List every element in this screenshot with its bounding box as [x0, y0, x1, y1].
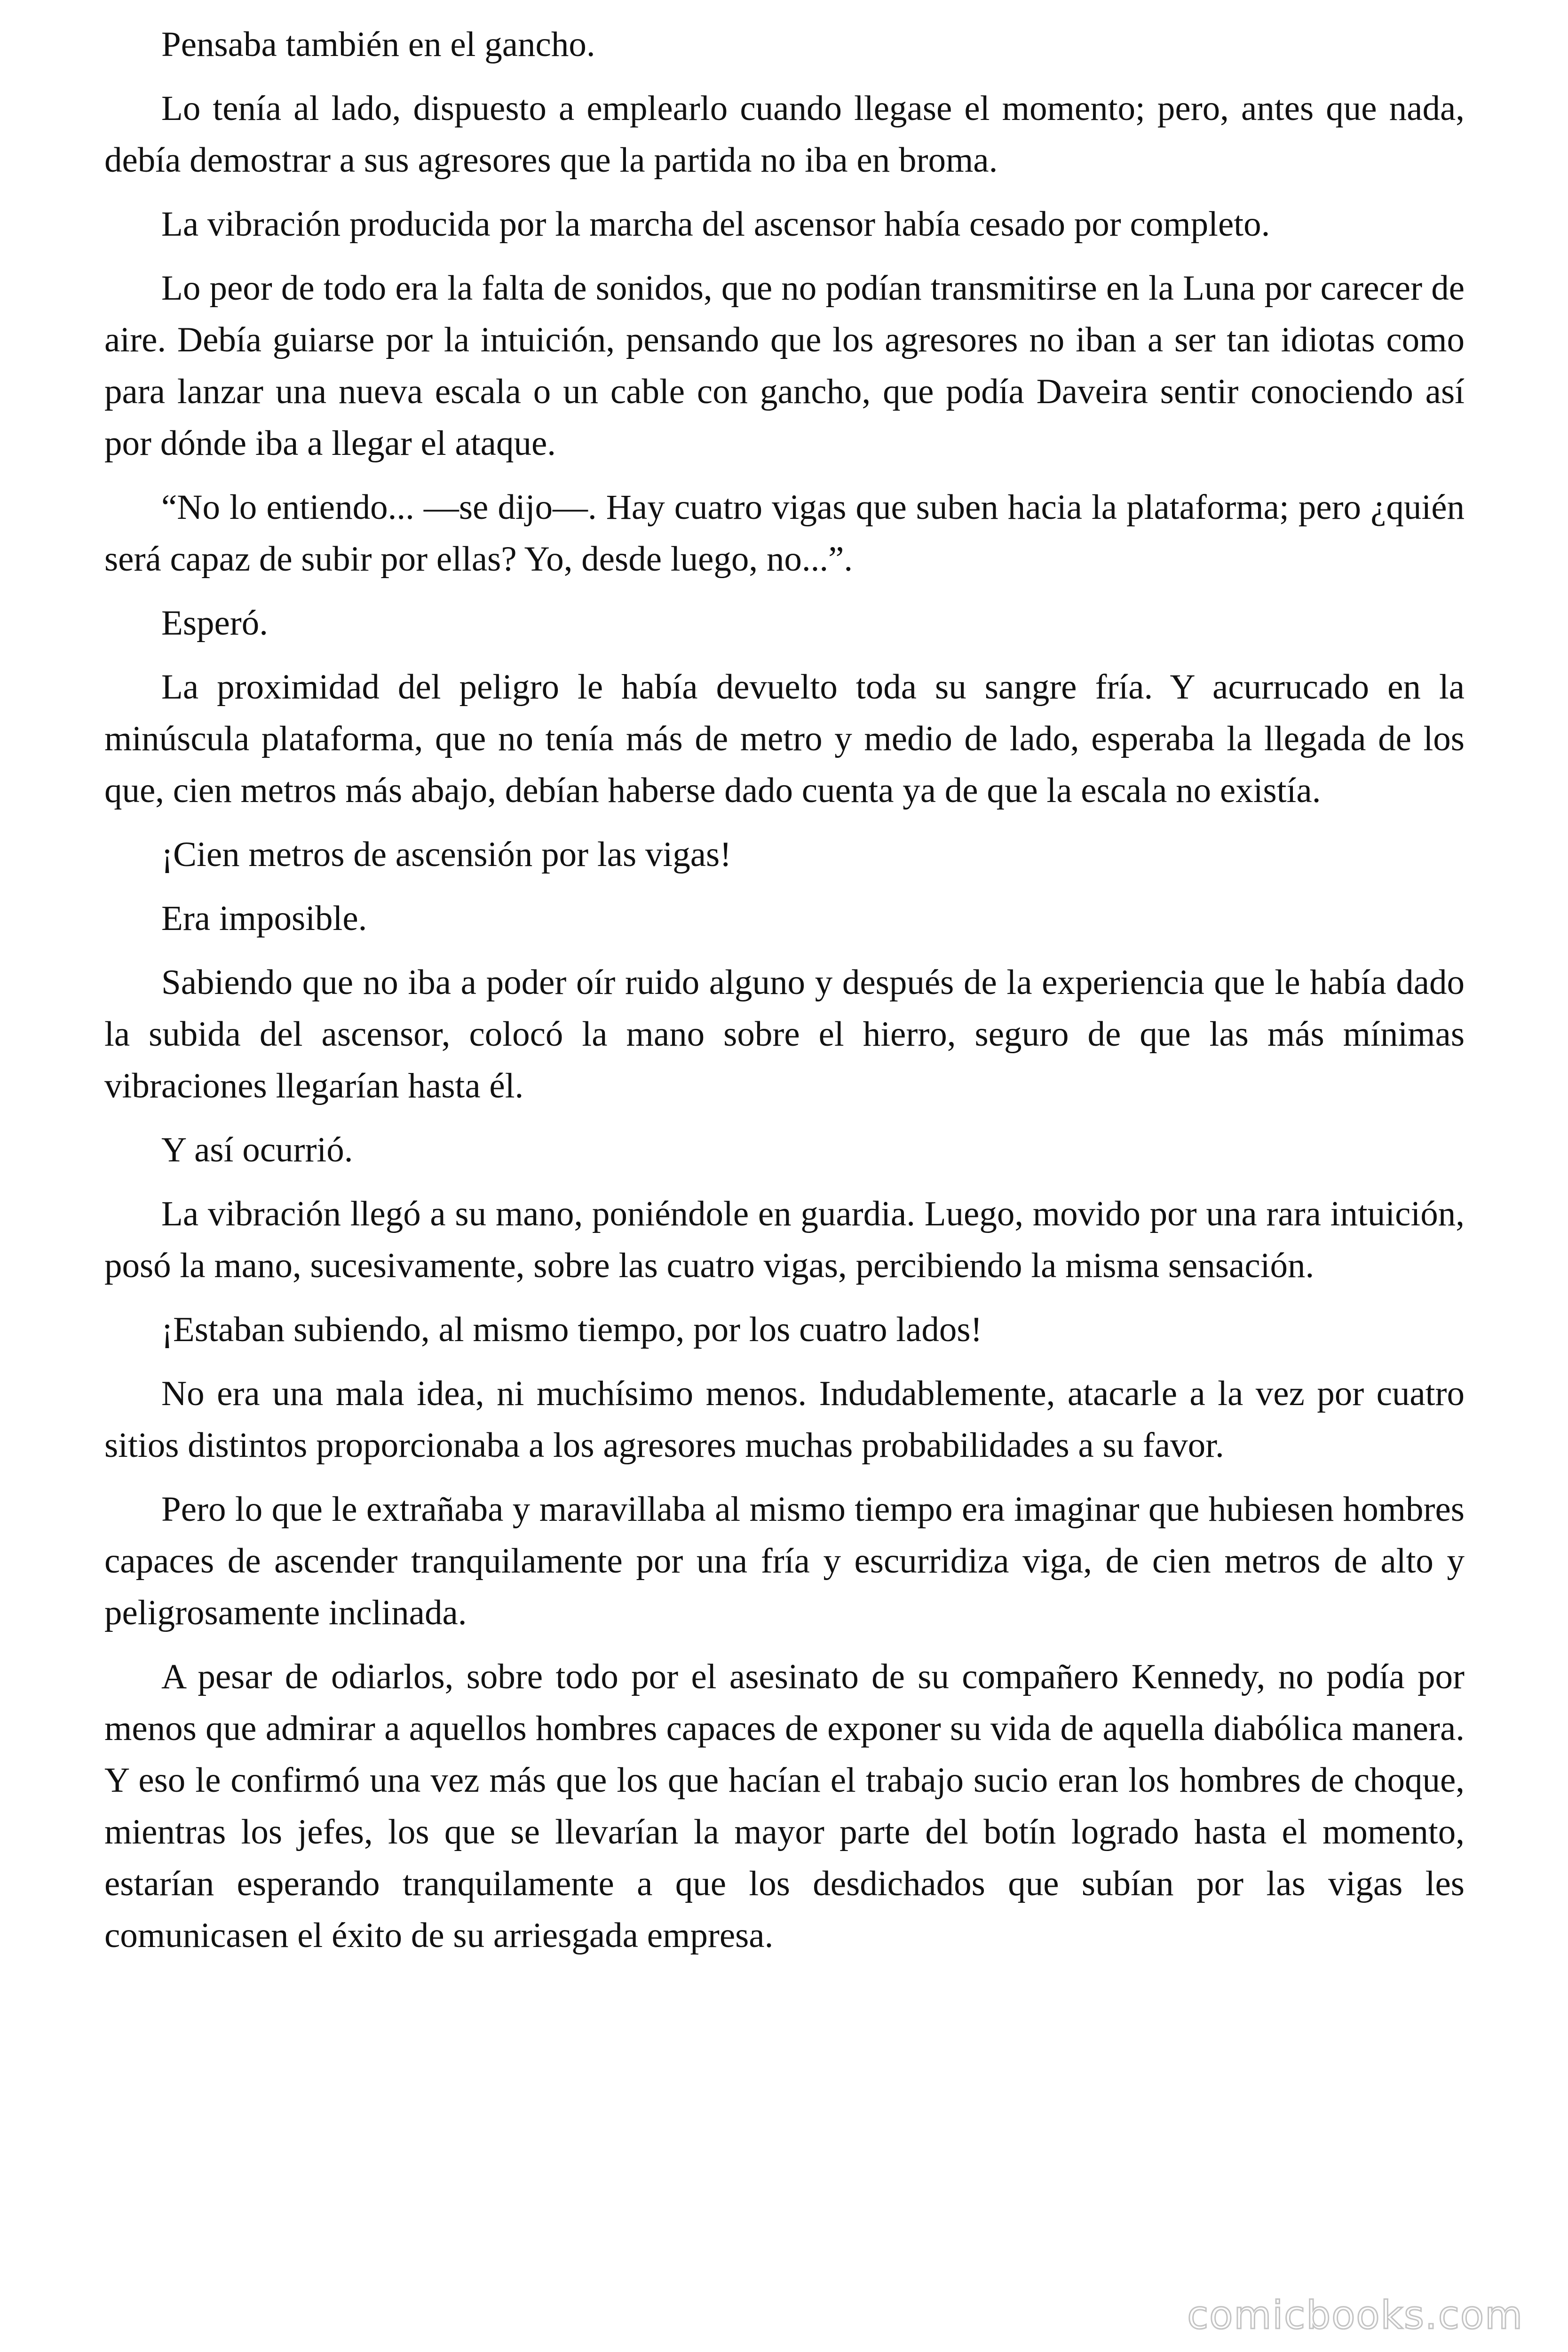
paragraph: Pensaba también en el gancho. [161, 25, 595, 64]
paragraph: Pero lo que le extrañaba y maravillaba al mismo tiempo era imaginar que hubiesen hombres capaces de ascender tranquilamente por una fría y escurridiza viga, de cien metros de alto y peligrosamente inclinada. [104, 1490, 1465, 1632]
paragraph: Era imposible. [161, 899, 367, 938]
paragraph: La proximidad del peligro le había devuelto toda su sangre fría. Y acurrucado en la minúscula plataforma, que no tenía más de metro y medio de lado, esperaba la llegada de los que, cien metros más abajo, debían haberse dado cuenta ya de que la escala no existía. [104, 667, 1465, 810]
paragraph: Sabiendo que no iba a poder oír ruido alguno y después de la experiencia que le había dado la subida del ascensor, colocó la mano sobre el hierro, seguro de que las más mínimas vibraciones llegarían hasta él. [104, 963, 1465, 1105]
watermark-text: comicbooks.com [1187, 2293, 1523, 2338]
paragraph: “No lo entiendo... —se dijo—. Hay cuatro vigas que suben hacia la plataforma; pero ¿quién será capaz de subir por ellas? Yo, desde luego, no...”. [104, 488, 1465, 579]
paragraph: La vibración llegó a su mano, poniéndole en guardia. Luego, movido por una rara intuición, posó la mano, sucesivamente, sobre las cuatro vigas, percibiendo la misma sensación. [104, 1194, 1465, 1285]
paragraph: Esperó. [161, 604, 269, 643]
page-body-text [104, 19, 1465, 1974]
paragraph: Lo tenía al lado, dispuesto a emplearlo cuando llegase el momento; pero, antes que nada, debía demostrar a sus agresores que la partida no iba en broma. [104, 89, 1465, 180]
paragraph: Lo peor de todo era la falta de sonidos, que no podían transmitirse en la Luna por carecer de aire. Debía guiarse por la intuición, pensando que los agresores no iban a ser tan idiotas como para lanzar una nueva escala o un cable con gancho, que podía Daveira sentir conociendo así por dónde iba a llegar el ataque. [104, 269, 1465, 463]
paragraph: A pesar de odiarlos, sobre todo por el asesinato de su compañero Kennedy, no podía por menos que admirar a aquellos hombres capaces de exponer su vida de aquella diabólica manera. Y eso le confirmó una vez más que los que hacían el trabajo sucio eran los hombres de choque, mientras los jefes, los que se llevarían la mayor parte del botín logrado hasta el momento, estarían esperando tranquilamente a que los desdichados que subían por las vigas les comunicasen el éxito de su arriesgada empresa. [104, 1657, 1465, 1955]
paragraph: ¡Cien metros de ascensión por las vigas! [161, 835, 732, 874]
paragraph: Y así ocurrió. [161, 1130, 353, 1169]
paragraph: La vibración producida por la marcha del ascensor había cesado por completo. [161, 205, 1270, 244]
paragraph: ¡Estaban subiendo, al mismo tiempo, por los cuatro lados! [161, 1310, 982, 1349]
paragraph: No era una mala idea, ni muchísimo menos. Indudablemente, atacarle a la vez por cuatro sitios distintos proporcionaba a los agresores muchas probabilidades a su favor. [104, 1374, 1465, 1465]
